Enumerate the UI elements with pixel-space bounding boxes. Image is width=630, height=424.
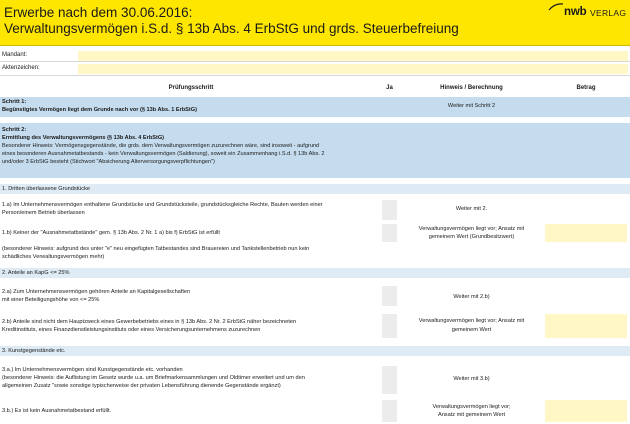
step-1a-hinweis: Weiter mit 2.: [455, 206, 488, 212]
step-3b-hinweis: Verwaltungsvermögen liegt vor;: [432, 404, 511, 410]
section1-note: schädliches Verwaltungsvermögen mehr): [2, 254, 105, 260]
schritt2-label: Schritt 2:: [2, 127, 27, 133]
mandant-input[interactable]: [78, 51, 628, 61]
step-2a-text: mit einer Beteiligungshöhe von <= 25%: [2, 297, 100, 303]
step-3a-text: 3.a.) Im Unternehmensvermögen sind Kunstgegenstände etc. vorhanden: [2, 367, 183, 373]
step-3b-hinweis: Ansatz mit gemeinem Wert: [437, 412, 506, 418]
step-1b-hinweis: Verwaltungsvermögen liegt vor; Ansatz mit: [418, 226, 525, 232]
col-header-ja: Ja: [386, 85, 393, 91]
step-3a-text: (besonderer Hinweis: die Auflistung im Gesetz wurde u.a. um Briefmarkensammlungen und Oldtimer erweitert und um den: [2, 375, 305, 381]
schritt2-title: Ermittlung des Verwaltungsvermögens (§ 13b Abs. 4 ErbStG): [2, 135, 165, 141]
schritt1-title: Begünstigtes Vermögen liegt dem Grunde nach vor (§ 13b Abs. 1 ErbStG): [2, 107, 197, 113]
betrag-cell-2b[interactable]: [545, 314, 627, 338]
step-3b-text: 3.b.) Es ist kein Ausnahmetatbestand erfüllt.: [2, 408, 112, 414]
schritt1-hinweis: Weiter mit Schritt 2: [447, 103, 496, 109]
mandant-label: Mandant:: [2, 52, 28, 58]
ja-cell-2b[interactable]: [382, 314, 397, 338]
section3-band: [0, 346, 630, 356]
step-1b-text: 1.b) Keiner der "Ausnahmetatbstände" gem. § 13b Abs. 2 Nr. 1 a) bis f) ErbStG ist erfüllt: [2, 230, 220, 236]
ja-cell-2a[interactable]: [382, 286, 397, 306]
ja-cell-1a[interactable]: [382, 200, 397, 220]
step-1a-text: Person/einem Betrieb überlassen: [2, 210, 85, 216]
col-header-hinweis: Hinweis / Berechnung: [440, 85, 503, 91]
step-1b-hinweis: gemeinem Wert (Grundbesitzwert): [428, 234, 515, 240]
col-header-pruefungsschritt: Prüfungsschritt: [168, 85, 214, 91]
section2-band: [0, 268, 630, 278]
ja-cell-3b[interactable]: [382, 400, 397, 422]
divider: [0, 61, 630, 62]
col-header-betrag: Betrag: [576, 85, 596, 91]
sheet-header: [0, 0, 630, 46]
aktenzeichen-input[interactable]: [78, 64, 628, 74]
step-3a-hinweis: Weiter mit 3.b): [453, 376, 490, 382]
section1-band: [0, 184, 630, 194]
aktenzeichen-row: [0, 63, 630, 74]
logo-swoosh-icon: [548, 2, 564, 12]
schritt1-label: Schritt 1:: [2, 99, 27, 105]
betrag-cell-3b[interactable]: [545, 400, 627, 422]
step-2b-text: Kreditinstituts, eines Finanzdienstleistungsinstituts oder eines Versicherungsunternehmens zuzurechnen: [2, 327, 261, 333]
schritt2-note-line: eines besonderen Ausnahmetatbestands - kein Verwaltungsvermögen (Saldierung), soweit ein Zusammenhang i.S.d. § 13b Abs. 2: [2, 151, 325, 157]
betrag-cell-1b[interactable]: [545, 224, 627, 242]
mandant-row: [0, 50, 630, 61]
step-2a-text: 2.a) Zum Unternehmensvermögen gehören Anteile an Kapitalgesellschaften: [2, 289, 191, 295]
step-1a-text: 1.a) Im Unternehmensvermögen enthaltene Grundstücke und Grundstücksteile, grundstücksgleiche Rechte, Bauten werden einer: [2, 202, 323, 208]
section1-note: (besonderer Hinweis: aufgrund des unter "e" neu eingefügten Tatbestandes sind Brauereien und Tankstellenbetrieb nun kein: [2, 246, 310, 252]
ja-cell-1b[interactable]: [382, 224, 397, 242]
step-2b-hinweis: Verwaltungsvermögen liegt vor; Ansatz mit: [418, 318, 525, 324]
sheet-title-line1: Erwerbe nach dem 30.06.2016:: [4, 5, 193, 20]
step-2b-text: 2.b) Anteile sind nicht dem Hauptzweck eines Gewerbebetriebs eines in § 13b Abs. 2 Nr. 2 ErbStG näher bezeichneten: [2, 319, 297, 325]
schritt2-note-line: Besonderer Hinweis: Vermögensgegenstände, die grds. dem Verwaltungsvermögen zuzurechnen wäre, sind insoweit - aufgrund: [2, 143, 320, 149]
step-2a-hinweis: Weiter mit 2.b): [453, 294, 490, 300]
logo-nwb-text: nwb: [564, 6, 587, 18]
section3-heading: 3. Kunstgegenstände etc.: [2, 348, 66, 354]
nwb-logo: [546, 2, 626, 20]
section2-heading: 2. Anteile an KapG <= 25%: [2, 270, 70, 276]
sheet-title-line2: Verwaltungsvermögen i.S.d. § 13b Abs. 4 ErbStG und grds. Steuerbefreiung: [4, 21, 459, 36]
section1-heading: 1. Dritten überlassene Grundstücke: [2, 186, 90, 192]
step-2b-hinweis: gemeinem Wert: [451, 327, 492, 333]
divider: [0, 75, 630, 76]
ja-cell-3a[interactable]: [382, 366, 397, 394]
aktenzeichen-label: Aktenzeichen:: [2, 65, 40, 71]
schritt2-note-line: und/oder 3 ErbStG besteht (Stichwort "Absicherung Alterversorgungsverpflichtungen"): [2, 159, 215, 165]
logo-verlag-text: VERLAG: [590, 8, 627, 18]
step-3a-text: allgemeinen Zusatz "sowie sonstige typischerweise der privaten Lebensführung dienende Gegenstände ergänzt): [2, 383, 281, 389]
